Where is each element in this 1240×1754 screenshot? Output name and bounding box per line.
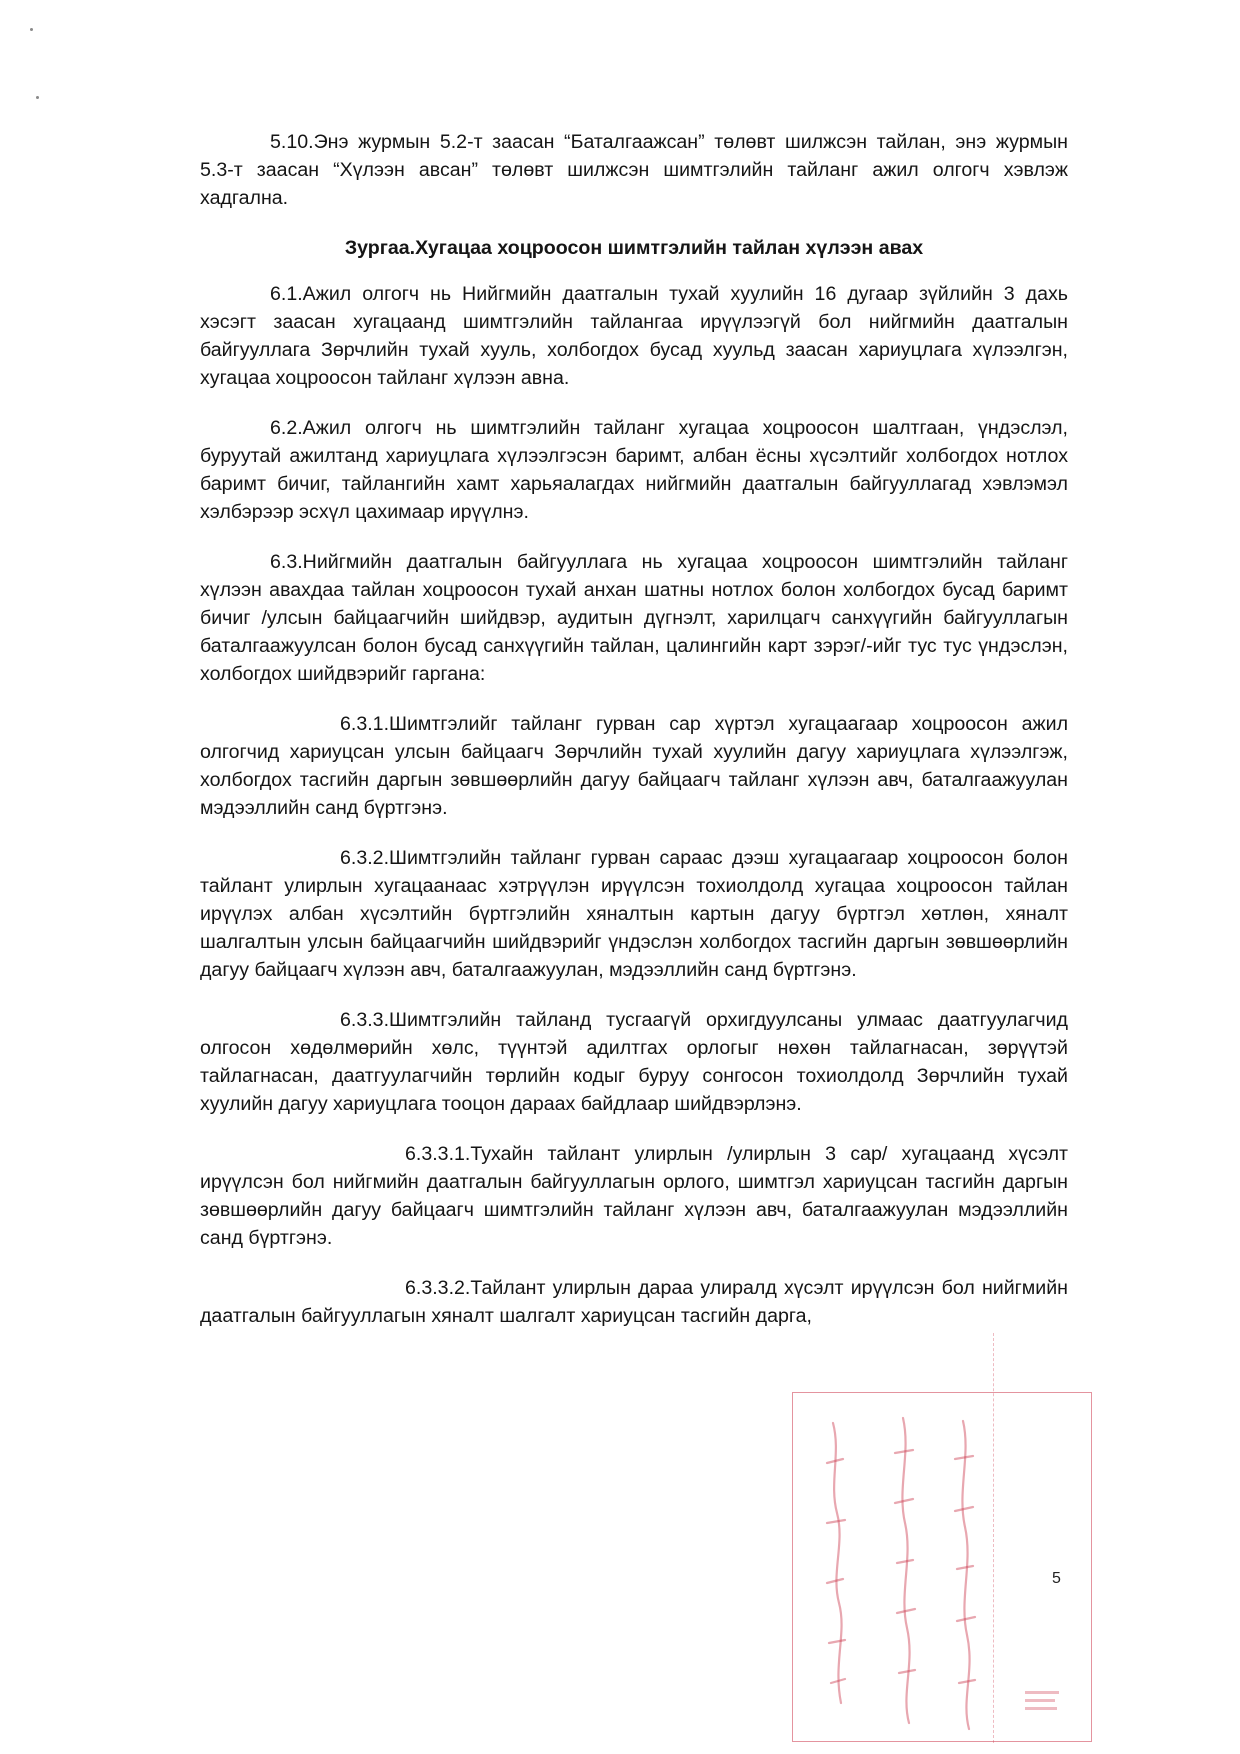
paragraph-6-2: 6.2.Ажил олгогч нь шимтгэлийн тайланг хугацаа хоцроосон шалтгаан, үндэслэл, буруутай ажилтанд хариуцлага хүлээлгэсэн баримт, албан ёсны хүсэлтийг холбогдох нотлох баримт бичиг, тайлангийн хамт харьяалагдах нийгмийн даатгалын байгууллагад хэвлэмэл хэлбэрээр эсхүл цахимаар ирүүлнэ. [200, 417, 1068, 523]
section-heading: Зургаа.Хугацаа хоцроосон шимтгэлийн тайлан хүлээн авах [344, 237, 924, 259]
scan-speck [30, 28, 33, 31]
paragraph-6-3-2: 6.3.2.Шимтгэлийн тайланг гурван сараас дээш хугацаагаар хоцроосон болон тайлант улирлын хугацаанаас хэтрүүлэн ирүүлсэн тохиолдолд хугацаа хоцроосон тайлан ирүүлэх албан хүсэлтийн бүртгэлийн хяналтын картын дагуу бүртгэл хөтлөн, хяналт шалгалтын улсын байцаагчийн шийдвэрийг үндэслэн холбогдох тасгийн даргын зөвшөөрлийн дагуу байцаагч хүлээн авч, баталгаажуулан, мэдээллийн санд бүртгэнэ. [200, 847, 1068, 981]
stamp-script-graphic [793, 1393, 1093, 1743]
scan-speck [36, 96, 39, 99]
paragraph-6-3-1: 6.3.1.Шимтгэлийг тайланг гурван сар хүртэл хугацаагаар хоцроосон ажил олгогчид хариуцсан улсын байцаагч Зөрчлийн тухай хуулийн дагуу хариуцлага хүлээлгэж, холбогдох тасгийн даргын зөвшөөрлийн дагуу байцаагч тайланг хүлээн авч, баталгаажуулан мэдээллийн санд бүртгэнэ. [200, 713, 1068, 819]
official-stamp [792, 1392, 1092, 1742]
paragraph-6-3-3: 6.3.3.Шимтгэлийн тайланд тусгаагүй орхигдуулсаны улмаас даатгуулагчид олгосон хөдөлмөрийн хөлс, түүнтэй адилтгах орлогыг нөхөн тайлагнасан, зөрүүтэй тайлагнасан, даатгуулагчийн төрлийн кодыг буруу сонгосон тохиолдолд Зөрчлийн тухай хуулийн дагуу хариуцлага тооцон дараах байдлаар шийдвэрлэнэ. [200, 1009, 1068, 1115]
paragraph-6-3-3-2: 6.3.3.2.Тайлант улирлын дараа улиралд хүсэлт ирүүлсэн бол нийгмийн даатгалын байгууллагын хяналт шалгалт хариуцсан тасгийн дарга, [200, 1277, 1068, 1327]
paragraph-6-3: 6.3.Нийгмийн даатгалын байгууллага нь хугацаа хоцроосон шимтгэлийн тайланг хүлээн авахдаа тайлан хоцроосон тухай анхан шатны нотлох болон холбогдох бусад баримт бичиг /улсын байцаагчийн шийдвэр, аудитын дүгнэлт, харилцагч санхүүгийн байгууллагын баталгаажуулсан болон бусад санхүүгийн тайлан, цалингийн карт зэрэг/-ийг тус тус үндэслэн, холбогдох шийдвэрийг гаргана: [200, 551, 1068, 685]
paragraph-5-10: 5.10.Энэ журмын 5.2-т заасан “Баталгаажсан” төлөвт шилжсэн тайлан, энэ журмын 5.3-т заасан “Хүлээн авсан” төлөвт шилжсэн шимтгэлийн тайланг ажил олгогч хэвлэж хадгална. [200, 131, 1068, 209]
page-number: 5 [1052, 1570, 1061, 1587]
document-body [200, 128, 1068, 1330]
paragraph-6-3-3-1: 6.3.3.1.Тухайн тайлант улирлын /улирлын 3 сар/ хугацаанд хүсэлт ирүүлсэн бол нийгмийн даатгалын байгууллагын орлого, шимтгэл хариуцсан тасгийн даргын зөвшөөрлийн дагуу байцаагч шимтгэлийн тайланг хүлээн авч, баталгаажуулан мэдээллийн санд бүртгэнэ. [200, 1143, 1068, 1249]
paragraph-6-1: 6.1.Ажил олгогч нь Нийгмийн даатгалын тухай хуулийн 16 дугаар зүйлийн 3 дахь хэсэгт заасан хугацаанд шимтгэлийн тайлангаа ирүүлээгүй бол нийгмийн даатгалын байгууллага Зөрчлийн тухай хууль, холбогдох бусад хуульд заасан хариуцлага хүлээлгэн, хугацаа хоцроосон тайланг хүлээн авна. [200, 283, 1068, 389]
